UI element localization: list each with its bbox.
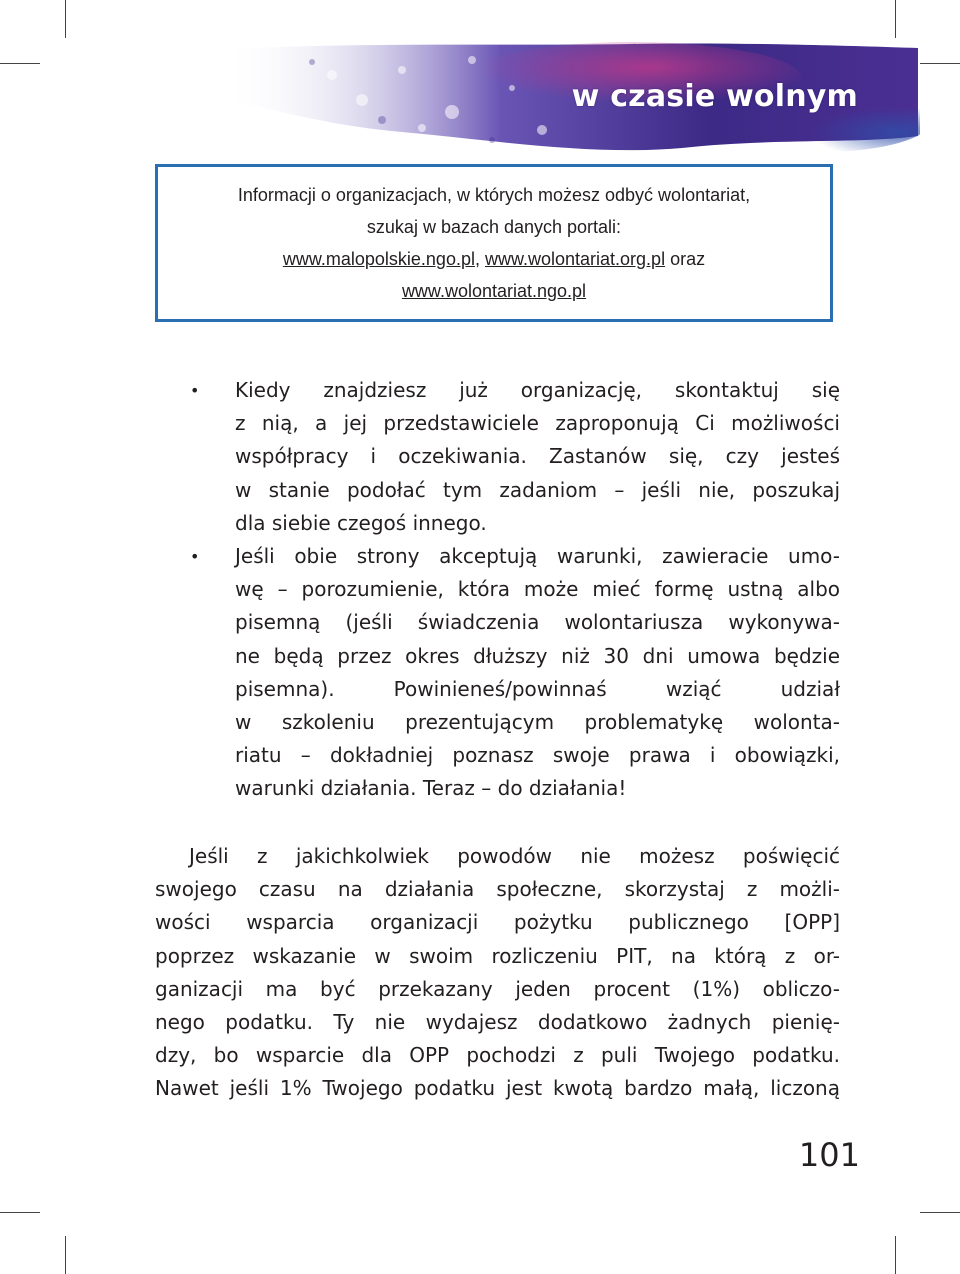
text-line: Jeśli z jakichkolwiek powodów nie możesz poświęcić [189, 844, 840, 868]
page-number: 101 [798, 1136, 860, 1174]
text-line: dla siebie czegoś innego. [235, 510, 487, 535]
crop-mark [0, 1212, 40, 1213]
text-line: ganizacji ma być przekazany jeden procent (1%) obliczo- [155, 976, 840, 1001]
body-paragraph [155, 840, 840, 1106]
text-line: ne będą przez okres dłuższy niż 30 dni umowa będzie [235, 643, 840, 668]
bullet-item [190, 374, 840, 540]
link-separator: , [474, 249, 485, 269]
text-line: wę – porozumienie, która może mieć formę ustną albo [235, 577, 840, 602]
info-links-line [158, 275, 830, 307]
crop-mark [920, 1212, 960, 1213]
text-line: wości wsparcia organizacji pożytku publicznego [OPP] [155, 910, 840, 935]
text-line: Kiedy znajdziesz już organizację, skontaktuj się [235, 378, 840, 402]
info-line: szukaj w bazach danych portali: [366, 217, 622, 237]
link-malopolskie-ngo[interactable]: www.malopolskie.ngo.pl [282, 249, 475, 269]
crop-mark [895, 1236, 896, 1274]
text-line: swojego czasu na działania społeczne, skorzystaj z możli- [155, 877, 840, 902]
text-line: Nawet jeśli 1% Twojego podatku jest kwotą bardzo małą, liczoną [155, 1076, 840, 1101]
link-wolontariat-org[interactable]: www.wolontariat.org.pl [484, 249, 666, 269]
text-line: w stanie podołać tym zadaniom – jeśli nie, poszukaj [235, 477, 840, 502]
bullet-marker: • [190, 547, 200, 567]
text-line: riatu – dokładniej poznasz swoje prawa i obowiązki, [235, 743, 840, 768]
text-line: nego podatku. Ty nie wydajesz dodatkowo żadnych pienię- [155, 1010, 840, 1035]
crop-mark [920, 63, 960, 64]
text-line: pisemną (jeśli świadczenia wolontariusza wykonywa- [235, 610, 840, 635]
text-line: w szkoleniu prezentującym problematykę wolonta- [235, 710, 840, 735]
text-line: pisemna). Powinieneś/powinnaś wziąć udział [235, 676, 840, 701]
info-line: Informacji o organizacjach, w których możesz odbyć wolontariat, [237, 185, 751, 205]
crop-mark [895, 0, 896, 38]
section-title: w czasie wolnym [571, 79, 858, 114]
text-line: dzy, bo wsparcie dla OPP pochodzi z puli Twojego podatku. [155, 1043, 840, 1068]
crop-mark [0, 63, 40, 64]
info-links-line [158, 243, 830, 275]
crop-mark [65, 0, 66, 38]
text-line: współpracy i oczekiwania. Zastanów się, czy jesteś [235, 444, 840, 469]
text-line: Jeśli obie strony akceptują warunki, zawieracie umo- [235, 544, 840, 569]
link-connector: oraz [665, 249, 706, 269]
bullet-item [190, 540, 840, 806]
bullet-list [190, 374, 840, 806]
crop-mark [65, 1236, 66, 1274]
text-line: warunki działania. Teraz – do działania! [235, 776, 627, 801]
section-banner [212, 40, 920, 158]
bullet-marker: • [190, 381, 200, 400]
text-line: z nią, a jej przedstawiciele zaproponują Ci możliwości [235, 411, 840, 436]
link-wolontariat-ngo[interactable]: www.wolontariat.ngo.pl [401, 281, 587, 301]
text-line: poprzez wskazanie w swoim rozliczeniu PIT, na którą z or- [155, 943, 840, 968]
portal-info-box [155, 164, 833, 322]
